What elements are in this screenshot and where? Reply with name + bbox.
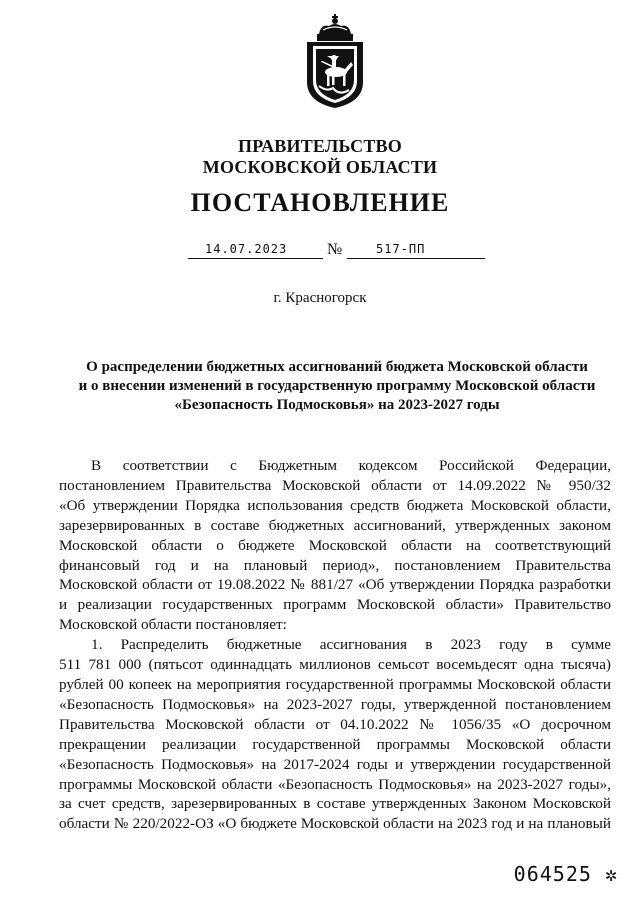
document-date: 14.07.2023: [205, 242, 288, 256]
serial-mark-icon: ✲: [604, 862, 618, 886]
body-line: зарезервированных в составе бюджетных ассигнований, утвержденных законом: [59, 516, 611, 534]
body-line: «Об утверждении Порядка использования средств бюджета Московской области,: [59, 496, 611, 514]
body-line: «Безопасность Подмосковья» на 2023-2027 годы, утвержденной постановлением: [59, 695, 611, 713]
registration-line: [0, 241, 640, 267]
body-line: 511 781 000 (пятьсот одиннадцать миллионов семьсот восемьдесят одна тысяча): [59, 656, 611, 674]
body-line: области № 220/2022-ОЗ «О бюджете Московской области на 2023 год и на плановый: [59, 815, 611, 833]
body-line: прекращении реализации государственной программы Московской области: [59, 735, 611, 753]
body-line: и реализации государственных программ Московской области» Правительство: [59, 596, 611, 614]
number-underline: [347, 258, 485, 259]
government-line-1: ПРАВИТЕЛЬСТВО: [238, 136, 402, 156]
body-line: за счет средств, зарезервированных в составе утвержденных Законом Московской: [59, 795, 611, 813]
serial-value: 064525: [513, 862, 592, 886]
body-line: программы Московской области «Безопасность Подмосковья» на 2023-2027 годы»,: [59, 775, 611, 793]
subject-line: О распределении бюджетных ассигнований бюджета Московской области: [86, 359, 588, 375]
body-line: Московской области постановляет:: [59, 616, 287, 634]
date-underline: [188, 258, 323, 259]
body-line: финансовый год и на плановый период», постановлением Правительства: [59, 556, 611, 574]
document-number: 517-ПП: [376, 242, 426, 256]
government-line-2: МОСКОВСКОЙ ОБЛАСТИ: [202, 157, 438, 177]
city: г. Красногорск: [273, 290, 367, 306]
body-line: Правительства Московской области от 04.10.2022 № 1056/35 «О досрочном: [59, 715, 611, 733]
serial-number: [514, 862, 618, 886]
document-type: ПОСТАНОВЛЕНИЕ: [190, 188, 450, 217]
body-line: Московской области от 19.08.2022 № 881/27 «Об утверждении Порядка разработки: [59, 576, 611, 594]
document-body: [59, 456, 611, 834]
government-name: [0, 136, 640, 178]
body-line: рублей 00 копеек на мероприятия государственной программы Московской области: [59, 675, 611, 693]
body-line: постановлением Правительства Московской области от 14.09.2022 № 950/32: [59, 476, 611, 494]
coat-of-arms-icon: [299, 12, 371, 110]
number-sign: №: [327, 241, 343, 258]
body-line: «Безопасность Подмосковья» на 2017-2024 годы и утверждении государственной: [59, 755, 611, 773]
subject-line: и о внесении изменений в государственную программу Московской области: [78, 378, 596, 394]
body-line: В соответствии с Бюджетным кодексом Российской Федерации,: [91, 457, 611, 474]
document-subject: [0, 358, 640, 415]
body-line: Московской области о бюджете Московской области на соответствующий: [59, 536, 611, 554]
body-line: 1. Распределить бюджетные ассигнования в 2023 году в сумме: [91, 636, 611, 654]
subject-line: «Безопасность Подмосковья» на 2023-2027 годы: [174, 397, 500, 413]
